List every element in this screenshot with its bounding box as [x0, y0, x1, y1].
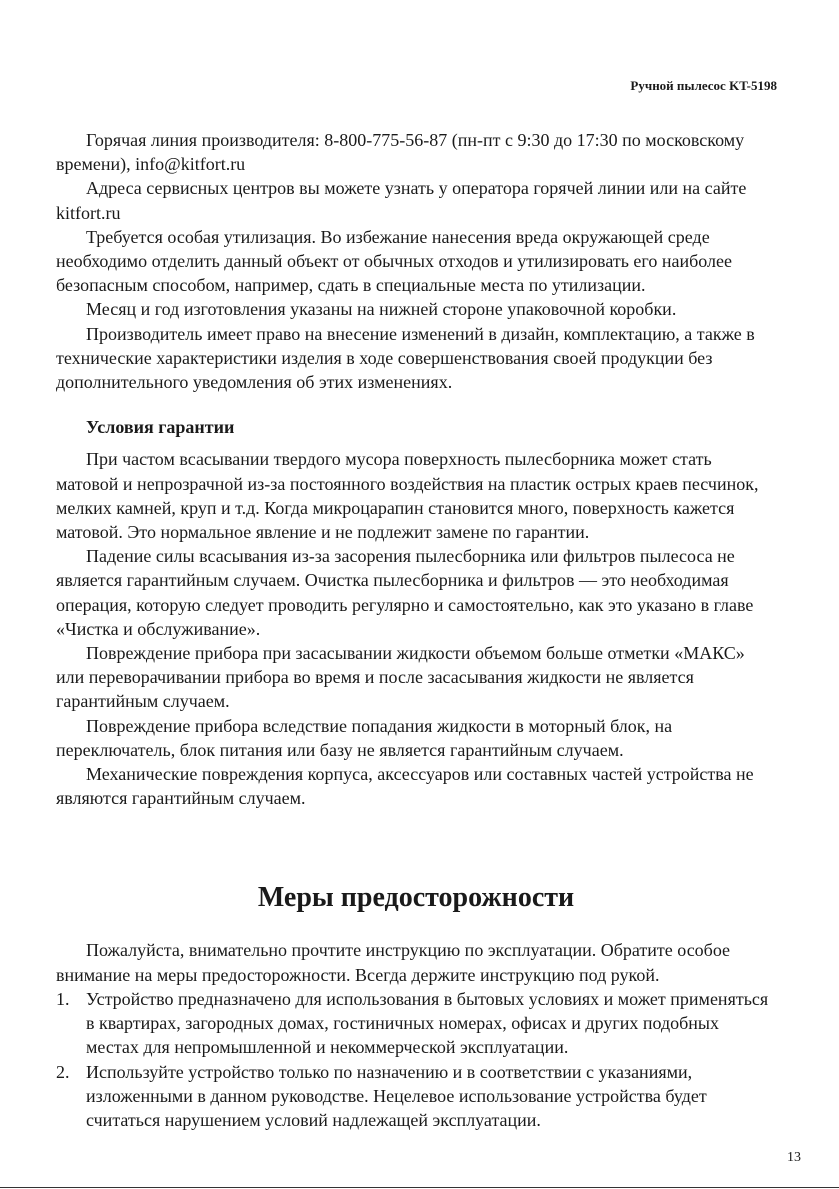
paragraph-disposal: Требуется особая утилизация. Во избежание нанесения вреда окружающей среде необходимо отделить данный объект от обычных отходов и утилизировать его наиболее безопасным способом, например, сдать в специальные места по утилизации. — [56, 226, 732, 296]
list-item — [56, 1060, 776, 1133]
warranty-heading: Условия гарантии — [86, 417, 235, 438]
bottom-divider — [0, 1187, 839, 1188]
precautions-list — [56, 987, 776, 1132]
precautions-title: Меры предосторожности — [257, 882, 575, 914]
page-content — [56, 128, 776, 1132]
page-number: 13 — [787, 1150, 801, 1165]
list-item-number: 1. — [56, 988, 70, 1009]
list-item-text: Устройство предназначено для использования в бытовых условиях и может применяться в квартирах, загородных домах, гостиничных номерах, офисах и других подобных местах для непромышленной и некоммерческой эксплуатации. — [86, 988, 769, 1058]
warranty-paragraph: При частом всасывании твердого мусора поверхность пылесборника может стать матовой и непрозрачной из-за постоянного воздействия на пластик острых краев песчинок, мелких камней, круп и т.д. Когда микроцарапин становится много, поверхность кажется матовой. Это нормальное явление и не подлежит замене по гарантии. — [56, 449, 759, 543]
warranty-paragraph: Повреждение прибора при засасывании жидкости объемом больше отметки «МАКС» или переворачивании прибора во время и после засасывания жидкости не является гарантийным случаем. — [56, 643, 745, 712]
precautions-intro: Пожалуйста, внимательно прочтите инструкцию по эксплуатации. Обратите особое внимание на меры предосторожности. Всегда держите инструкцию под рукой. — [56, 940, 731, 985]
list-item-text: Используйте устройство только по назначению и в соответствии с указаниями, изложенными в данном руководстве. Нецелевое использование устройства будет считаться нарушением условий надлежащей эксплуатации. — [86, 1061, 707, 1130]
paragraph-manufacture-date: Месяц и год изготовления указаны на нижней стороне упаковочной коробки. — [86, 299, 677, 320]
paragraph-service-centers: Адреса сервисных центров вы можете узнать у оператора горячей линии или на сайте kitfort.ru — [56, 178, 747, 223]
warranty-paragraph: Механические повреждения корпуса, аксессуаров или составных частей устройства не являются гарантийным случаем. — [56, 764, 754, 809]
running-header: Ручной пылесос KT-5198 — [630, 78, 777, 93]
list-item-number: 2. — [56, 1061, 70, 1082]
list-item — [56, 987, 776, 1060]
paragraph-design-changes: Производитель имеет право на внесение изменений в дизайн, комплектацию, а также в технические характеристики изделия в ходе совершенствования своей продукции без дополнительного уведомления об этих изменениях. — [56, 323, 755, 393]
paragraph-hotline: Горячая линия производителя: 8-800-775-56-87 (пн-пт с 9:30 до 17:30 по московскому времени), info@kitfort.ru — [56, 130, 745, 175]
warranty-paragraph: Повреждение прибора вследствие попадания жидкости в моторный блок, на переключатель, блок питания или базу не является гарантийным случаем. — [56, 715, 673, 760]
warranty-paragraph: Падение силы всасывания из-за засорения пылесборника или фильтров пылесоса не является гарантийным случаем. Очистка пылесборника и фильтров — это необходимая операция, которую следует проводить регулярно и самостоятельно, как это указано в главе «Чистка и обслуживание». — [56, 546, 754, 639]
